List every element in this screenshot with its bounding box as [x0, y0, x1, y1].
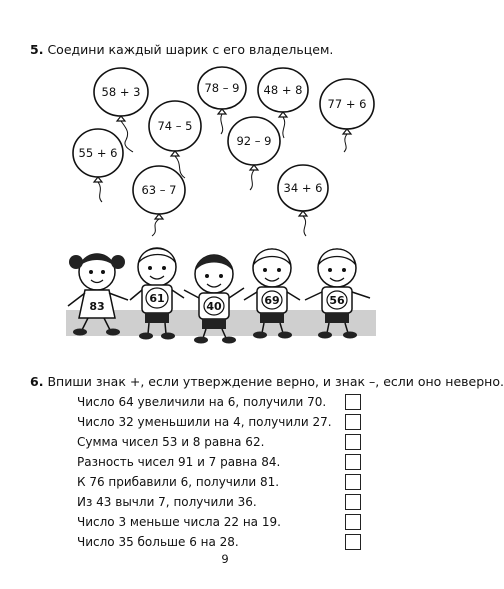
balloon-label: 48 + 8 — [263, 83, 303, 97]
balloon-label: 58 + 3 — [101, 85, 141, 99]
page-number: 9 — [221, 552, 229, 566]
task-6-text: Впиши знак +, если утверждение верно, и знак –, если оно неверно. — [47, 374, 504, 389]
task-5-number: 5. — [30, 42, 44, 57]
statement-text: К 76 прибавили 6, получили 81. — [77, 475, 280, 489]
shirt-number: 56 — [329, 294, 345, 307]
statement-text: Число 32 уменьшили на 4, получили 27. — [77, 415, 332, 429]
statement-text: Число 64 увеличили на 6, получили 70. — [77, 395, 327, 409]
balloon-label: 92 – 9 — [236, 134, 272, 148]
answer-box[interactable] — [345, 514, 361, 530]
list-item — [77, 432, 377, 452]
answer-box[interactable] — [345, 434, 361, 450]
task-6-number: 6. — [30, 374, 44, 389]
answer-box[interactable] — [345, 474, 361, 490]
balloon-label: 63 – 7 — [141, 183, 177, 197]
list-item — [77, 452, 377, 472]
task-5-text: Соедини каждый шарик с его владельцем. — [47, 42, 334, 57]
balloon-label: 74 – 5 — [157, 119, 193, 133]
list-item — [77, 472, 377, 492]
balloon-label: 78 – 9 — [204, 81, 240, 95]
list-item — [77, 532, 377, 552]
answer-box[interactable] — [345, 534, 361, 550]
statement-text: Из 43 вычли 7, получили 36. — [77, 495, 257, 509]
answer-box[interactable] — [345, 414, 361, 430]
answer-box[interactable] — [345, 454, 361, 470]
statement-text: Разность чисел 91 и 7 равна 84. — [77, 455, 281, 469]
balloon-label: 77 + 6 — [327, 97, 367, 111]
list-item — [77, 492, 377, 512]
shirt-number: 61 — [149, 292, 165, 305]
task-6-heading — [30, 374, 504, 389]
statement-text: Сумма чисел 53 и 8 равна 62. — [77, 435, 265, 449]
shirt-number: 83 — [89, 300, 105, 313]
statement-text: Число 35 больше 6 на 28. — [77, 535, 239, 549]
shirt-number: 69 — [264, 294, 280, 307]
list-item — [77, 412, 377, 432]
list-item — [77, 512, 377, 532]
balloon-label: 55 + 6 — [78, 146, 118, 160]
shirt-number: 40 — [206, 300, 222, 313]
answer-box[interactable] — [345, 494, 361, 510]
answer-box[interactable] — [345, 394, 361, 410]
statement-text: Число 3 меньше числа 22 на 19. — [77, 515, 281, 529]
balloon-label: 34 + 6 — [283, 181, 323, 195]
statements-list — [77, 392, 377, 552]
list-item — [77, 392, 377, 412]
